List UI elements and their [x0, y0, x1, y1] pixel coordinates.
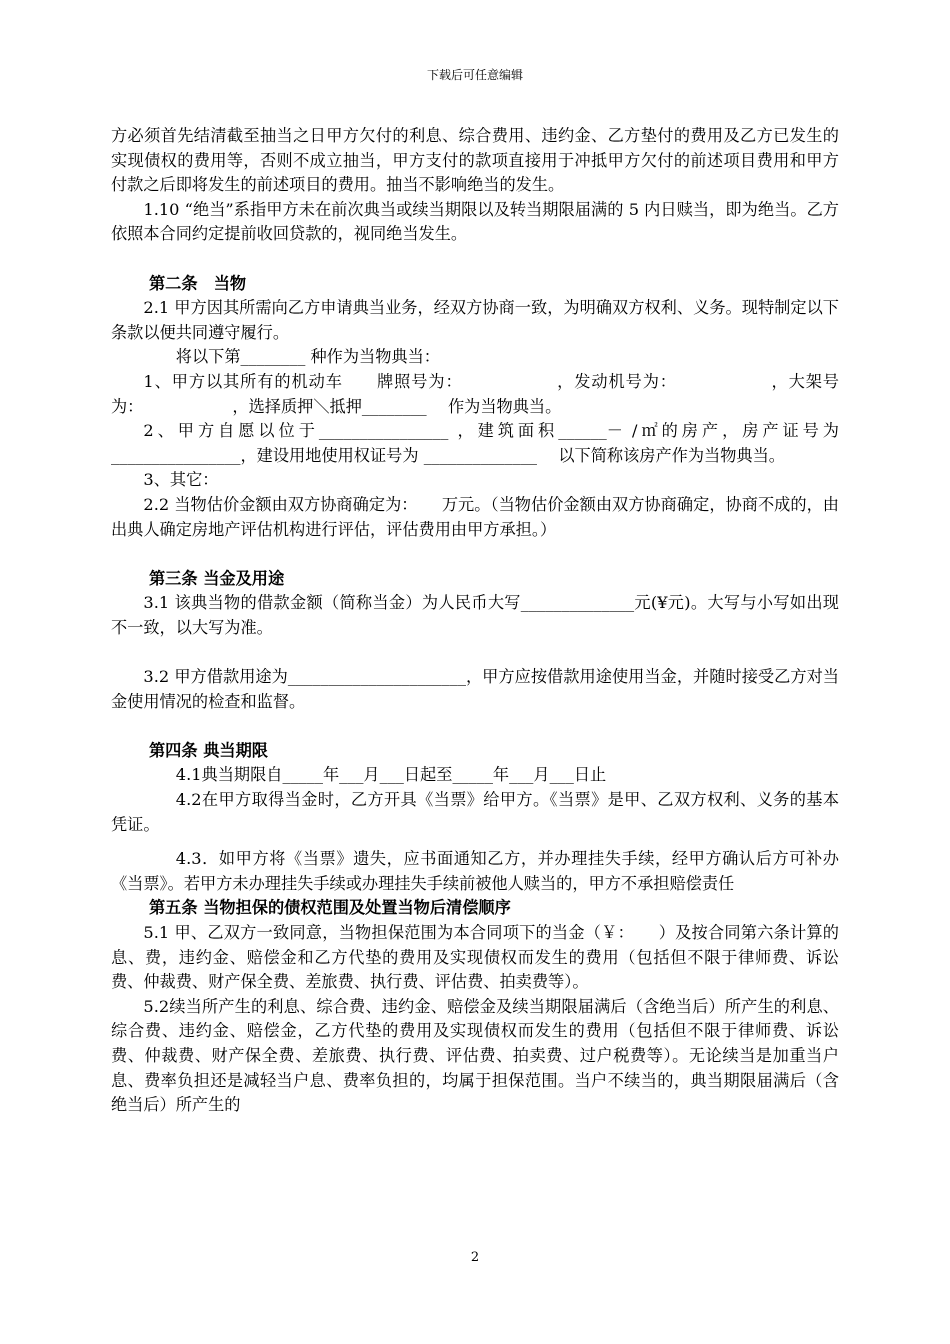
paragraph-other: 3、其它：: [143, 470, 219, 490]
paragraph-3-1: 3.1 该典当物的借款金额（简称当金）为人民币大写______________元(¥元)。大写与小写如出现不一致，以大写为准。: [111, 593, 839, 637]
section-heading-5: 第五条 当物担保的债权范围及处置当物后清偿顺序: [149, 898, 511, 918]
paragraph-2-2: 2.2 当物估价金额由双方协商确定为： 万元。（当物估价金额由双方协商确定，协商不成的，由出典人确定房地产评估机构进行评估，评估费用由甲方承担。）: [111, 494, 839, 539]
paragraph-vehicle: 1、甲方以其所有的机动车 牌照号为： ，发动机号为： ，大架号为： ，选择质押＼抵押________ 作为当物典当。: [111, 371, 839, 416]
page-header: 下载后可任意编辑: [426, 68, 523, 82]
section-heading-2: 第二条 当物: [149, 273, 247, 293]
paragraph-property: 2、甲方自愿以位于________________ ，建筑面积______－ /㎡的房产，房产证号为________________，建设用地使用权证号为 ______________ 以下简称该房产作为当物典当。: [111, 421, 839, 465]
paragraph-5-2: 5.2续当所产生的利息、综合费、违约金、赔偿金及续当期限届满后（含绝当后）所产生的利息、综合费、违约金、赔偿金，乙方代垫的费用及实现债权而发生的费用（包括但不限于律师费、诉讼费、仲裁费、财产保全费、差旅费、执行费、评估费、拍卖费、过户税费等）。无论续当是加重当户息、费率负担还是减轻当户息、费率负担的，均属于担保范围。当户不续当的，典当期限届满后（含绝当后）所产生的: [111, 996, 839, 1115]
paragraph-pawn-type: 将以下第________ 种作为当物典当：: [175, 347, 440, 367]
paragraph-1-9-continued: 方必须首先结清截至抽当之日甲方欠付的利息、综合费用、违约金、乙方垫付的费用及乙方已发生的实现债权的费用等，否则不成立抽当，甲方支付的款项直接用于冲抵甲方欠付的前述项目费用和甲方付款之后即将发生的前述项目的费用。抽当不影响绝当的发生。: [111, 126, 839, 195]
section-heading-3: 第三条 当金及用途: [149, 568, 285, 588]
paragraph-4-1: 4.1典当期限自_____年___月___日起至_____年___月___日止: [175, 765, 607, 785]
paragraph-3-2: 3.2 甲方借款用途为______________________，甲方应按借款用途使用当金，并随时接受乙方对当金使用情况的检查和监督。: [111, 667, 839, 711]
paragraph-4-2: 4.2在甲方取得当金时，乙方开具《当票》给甲方。《当票》是甲、乙双方权利、义务的基本凭证。: [111, 790, 839, 834]
page-number: 2: [470, 1250, 480, 1265]
document-body: [111, 124, 839, 1118]
paragraph-2-1: 2.1 甲方因其所需向乙方申请典当业务，经双方协商一致，为明确双方权利、义务。现特制定以下条款以便共同遵守履行。: [111, 298, 839, 342]
section-heading-4: 第四条 典当期限: [149, 740, 268, 760]
paragraph-5-1: 5.1 甲、乙双方一致同意，当物担保范围为本合同项下的当金（￥： ）及按合同第六条计算的息、费，违约金、赔偿金和乙方代垫的费用及实现债权而发生的费用（包括但不限于律师费、诉讼费、仲裁费、财产保全费、差旅费、执行费、评估费、拍卖费等）。: [111, 923, 839, 992]
paragraph-4-3: 4.3．如甲方将《当票》遗失，应书面通知乙方，并办理挂失手续，经甲方确认后方可补办《当票》。若甲方未办理挂失手续或办理挂失手续前被他人赎当的，甲方不承担赔偿责任: [111, 849, 839, 893]
paragraph-1-10: 1.10 “绝当”系指甲方未在前次典当或续当期限以及转当期限届满的 5 内日赎当，即为绝当。乙方依照本合同约定提前收回贷款的，视同绝当发生。: [111, 199, 839, 244]
